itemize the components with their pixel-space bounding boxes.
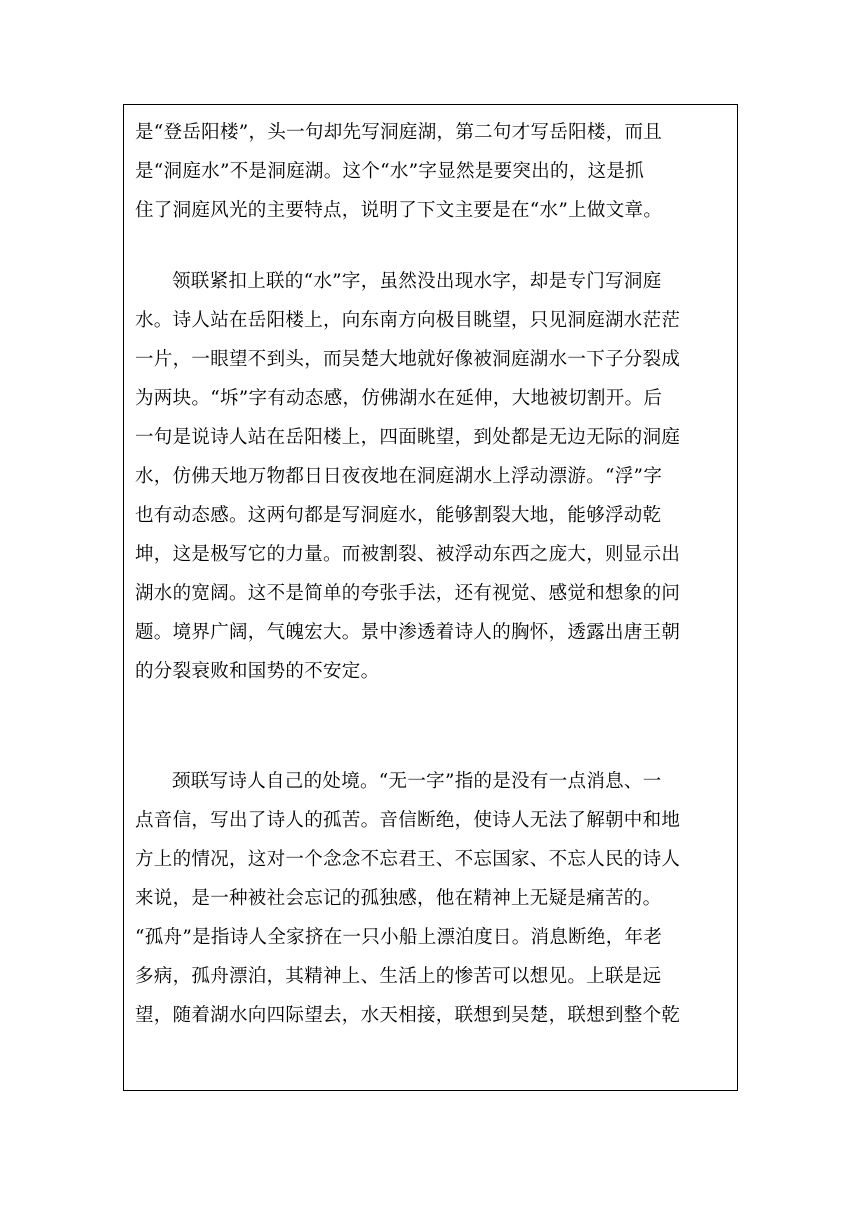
text-line: 的分裂衰败和国势的不安定。: [135, 661, 380, 682]
text-line: 是“登岳阳楼”，头一句却先写洞庭湖，第二句才写岳阳楼，而且: [135, 122, 663, 143]
text-line: 湖水的宽阔。这不是简单的夸张手法，还有视觉、感觉和想象的问: [135, 583, 681, 604]
text-line: 一句是说诗人站在岳阳楼上，四面眺望，到处都是无边无际的洞庭: [135, 427, 681, 448]
text-line: 是“洞庭水”不是洞庭湖。这个“水”字显然是要突出的，这是抓: [135, 161, 645, 182]
text-line: 也有动态感。这两句都是写洞庭水，能够割裂大地，能够浮动乾: [135, 505, 662, 526]
text-line: 多病，孤舟漂泊，其精神上、生活上的惨苦可以想见。上联是远: [135, 966, 662, 987]
text-line: 颈联写诗人自己的处境。“无一字”指的是没有一点消息、一: [172, 771, 662, 792]
text-line: 领联紧扣上联的“水”字，虽然没出现水字，却是专门写洞庭: [172, 271, 662, 292]
text-line: “孤舟”是指诗人全家挤在一只小船上漂泊度日。消息断绝，年老: [135, 927, 663, 948]
text-line: 为两块。“坼”字有动态感，仿佛湖水在延伸，大地被切割开。后: [135, 388, 663, 409]
text-line: 点音信，写出了诗人的孤苦。音信断绝，使诗人无法了解朝中和地: [135, 810, 681, 831]
text-line: 望，随着湖水向四际望去，水天相接，联想到吴楚，联想到整个乾: [135, 1005, 681, 1026]
text-line: 水。诗人站在岳阳楼上，向东南方向极目眺望，只见洞庭湖水茫茫: [135, 310, 681, 331]
text-line: 住了洞庭风光的主要特点，说明了下文主要是在“水”上做文章。: [135, 200, 663, 221]
document-frame: [123, 104, 738, 1091]
text-line: 水，仿佛天地万物都日日夜夜地在洞庭湖水上浮动漂游。“浮”字: [135, 466, 663, 487]
text-line: 坤，这是极写它的力量。而被割裂、被浮动东西之庞大，则显示出: [135, 544, 681, 565]
text-line: [135, 696, 727, 726]
text-line: 方上的情况，这对一个念念不忘君王、不忘国家、不忘人民的诗人: [135, 849, 681, 870]
text-line: 来说，是一种被社会忘记的孤独感，他在精神上无疑是痛苦的。: [135, 888, 662, 909]
text-line: 一片，一眼望不到头，而吴楚大地就好像被洞庭湖水一下子分裂成: [135, 349, 681, 370]
text-line: 题。境界广阔，气魄宏大。景中渗透着诗人的胸怀，透露出唐王朝: [135, 622, 681, 643]
